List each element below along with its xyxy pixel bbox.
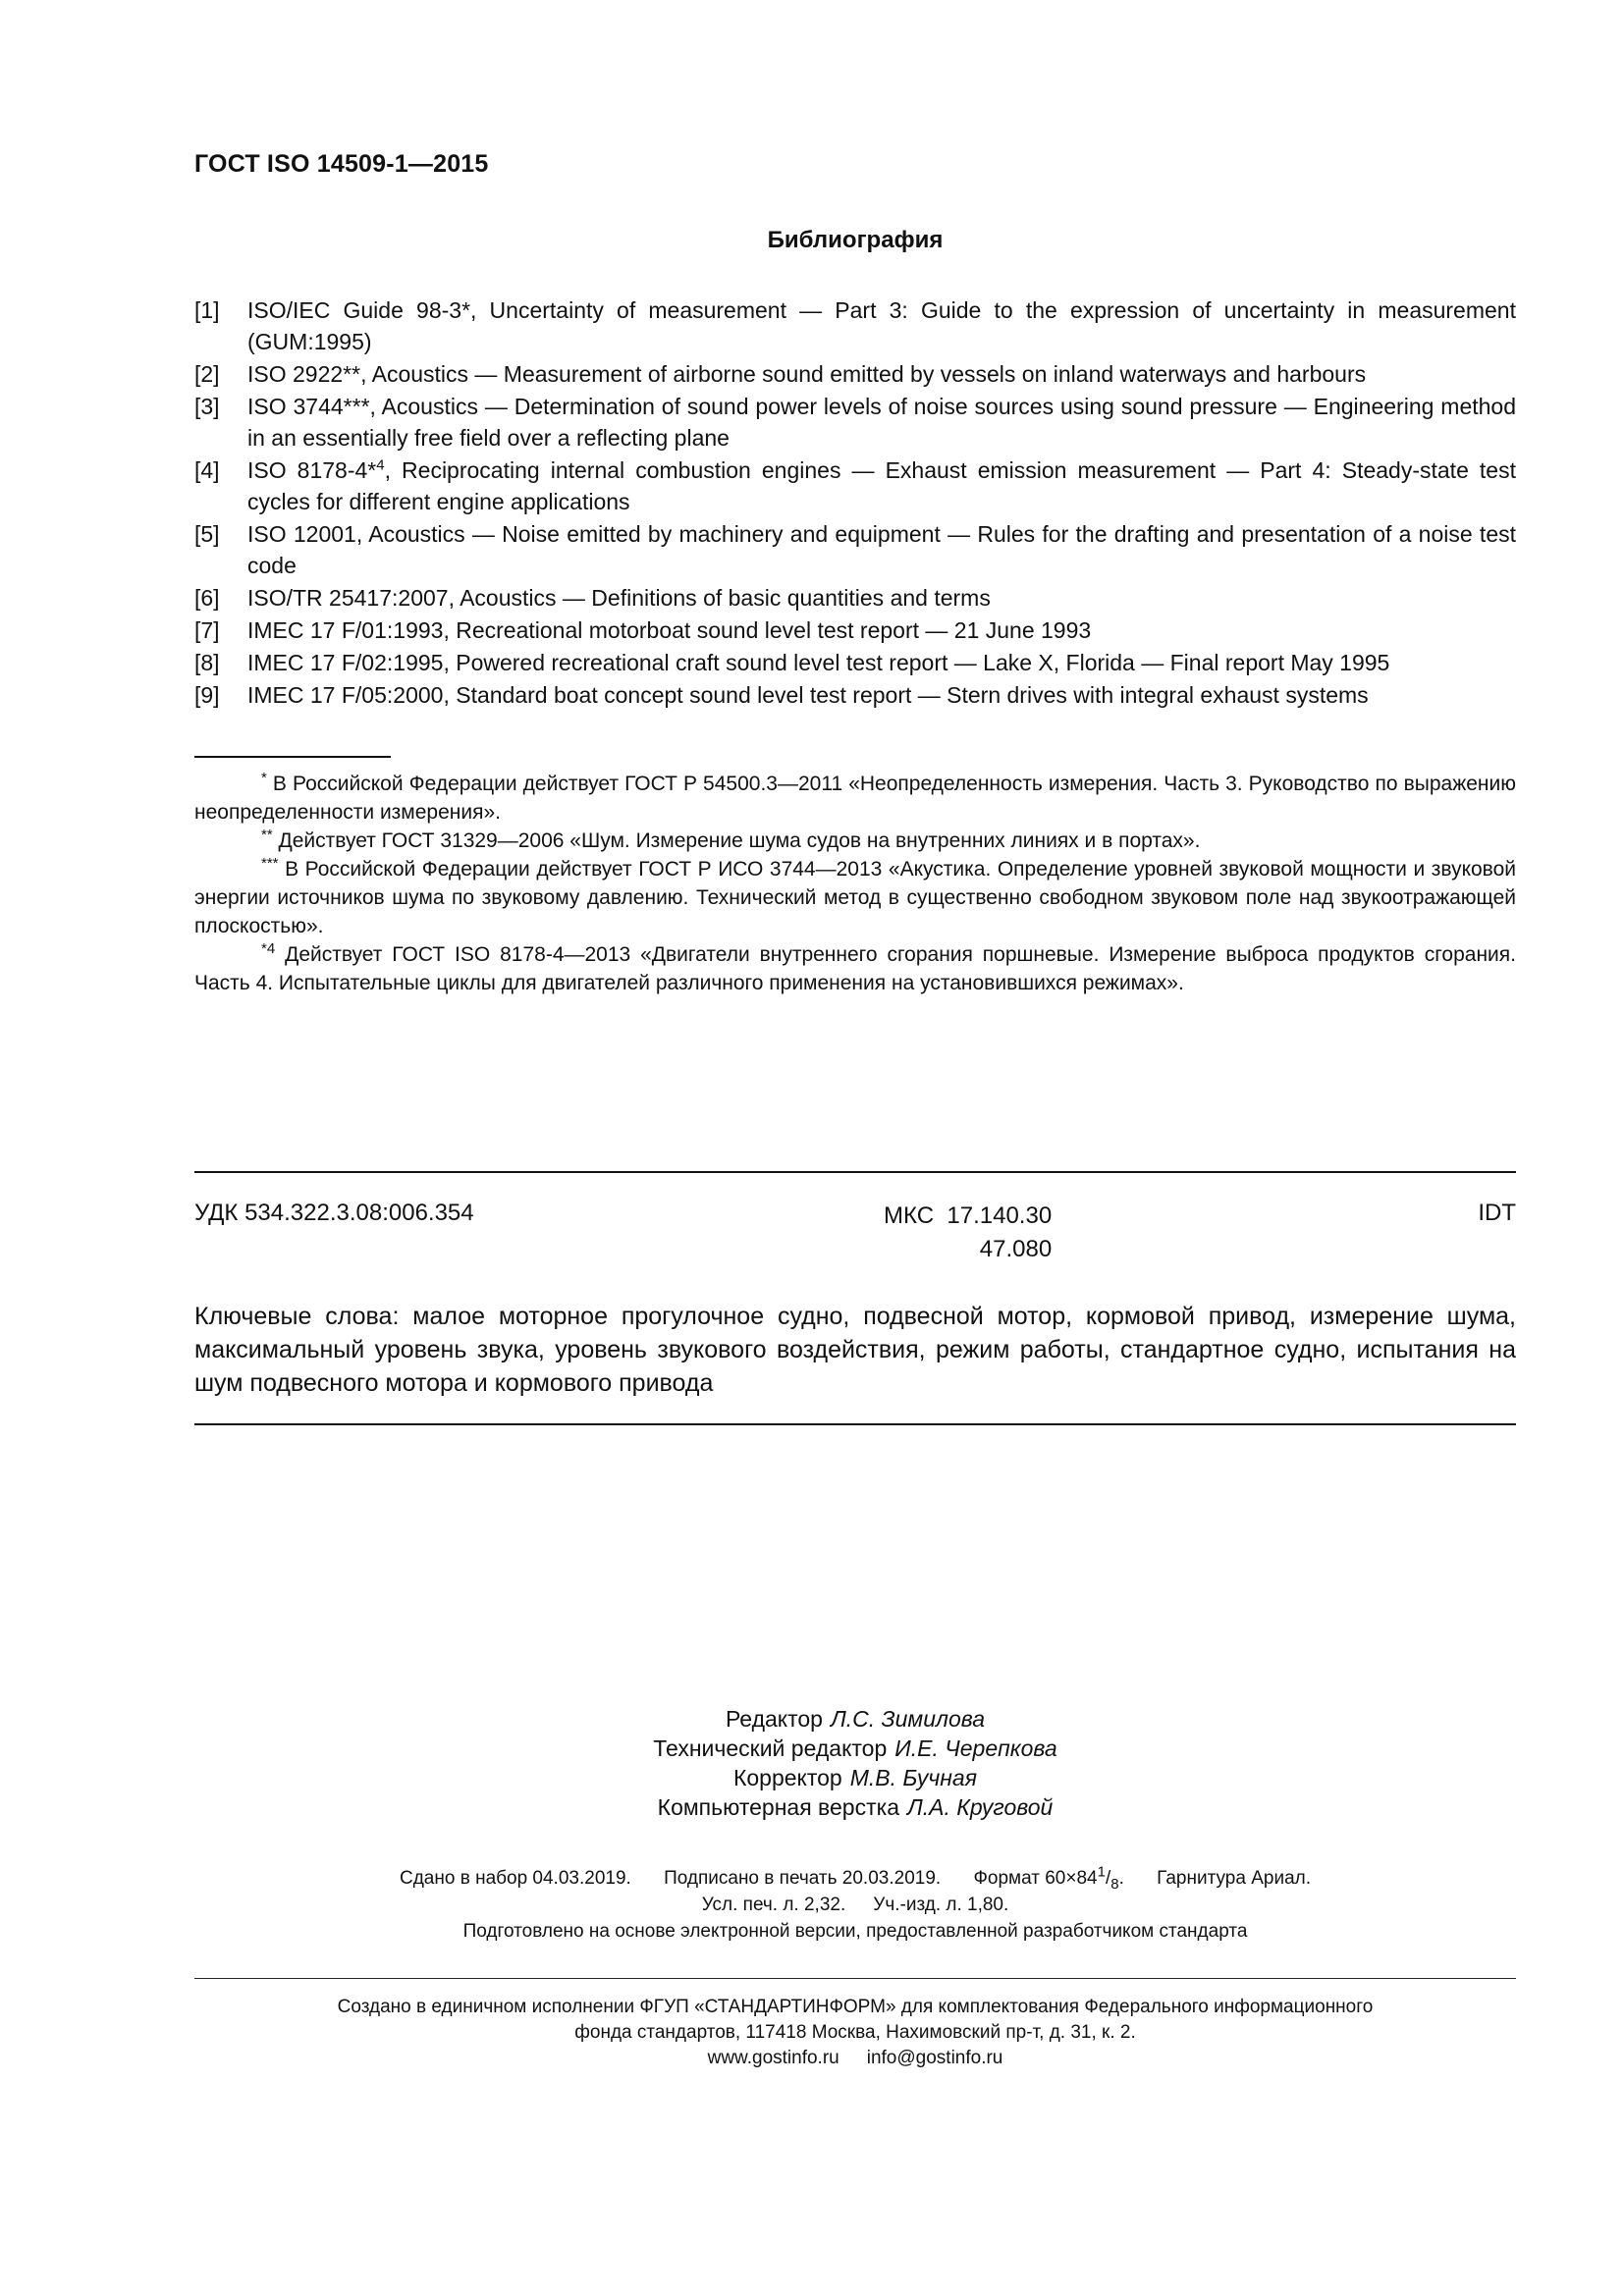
- ref-number: [2]: [194, 361, 220, 387]
- ref-text: IMEC 17 F/02:1995, Powered recreational craft sound level test report — Lake X, Florida — Final report May 1995: [247, 650, 1390, 675]
- footnote-mark: **: [261, 827, 273, 843]
- staff-line: Компьютерная верстка Л.А. Круговой: [657, 1794, 1054, 1820]
- ref-number: [1]: [194, 297, 220, 323]
- section-divider: [194, 1171, 1516, 1173]
- list-item: [194, 679, 1516, 711]
- publication-info: Сдано в набор 04.03.2019. Подписано в печать 20.03.2019. Формат $60\times 84^1/_8$. Гарнитура Ариал. Усл. печ. л. 2,32. Уч.-изд. л. 1,80. Подготовлено на основе электронной версии, предоставленной разработчиком стандарта: [399, 1863, 1312, 1942]
- list-item: [194, 647, 1516, 678]
- keywords-text: малое моторное прогулочное судно, подвесной мотор, кормовой привод, измерение шума, максимальный уровень звука, уровень звукового воздействия, режим работы, стандартное судно, испытания на шум подвесного мотора и кормового привода: [194, 1303, 1516, 1397]
- website-link[interactable]: www.gostinfo.ru: [707, 2048, 839, 2068]
- footnote: $^{*4}$ Действует ГОСТ ISO 8178-4—2013 «Двигатели внутреннего сгорания поршневые. Измерение выброса продуктов сгорания. Часть 4. Испытательные циклы для двигателей различного применения на установившихся режимах».: [194, 940, 1516, 994]
- keywords-label: Ключевые слова:: [194, 1303, 400, 1330]
- ref-number: [8]: [194, 650, 220, 675]
- ref-text: IMEC 17 F/05:2000, Standard boat concept sound level test report — Stern drives with integral exhaust systems: [247, 682, 1369, 708]
- staff-line: Корректор М.В. Бучная: [732, 1765, 978, 1790]
- keywords: [194, 1300, 1516, 1400]
- ref-number: [7]: [194, 617, 220, 643]
- ref-text: IMEC 17 F/01:1993, Recreational motorboat sound level test report — 21 June 1993: [247, 617, 1092, 643]
- keywords-divider: [194, 1423, 1516, 1425]
- list-item: [194, 614, 1516, 646]
- ref-number: [5]: [194, 521, 220, 547]
- footnote-mark: ***: [261, 855, 279, 872]
- email-link[interactable]: info@gostinfo.ru: [866, 2048, 1003, 2068]
- ref-text: ISO 2922**, Acoustics — Measurement of airborne sound emitted by vessels on inland waterways and harbours: [247, 361, 1367, 387]
- list-item: [194, 358, 1516, 390]
- publisher-divider: [194, 1978, 1516, 1979]
- staff-line: Технический редактор И.Е. Черепкова: [653, 1735, 1057, 1761]
- footnotes: [194, 770, 1516, 997]
- footnote: *** В Российской Федерации действует ГОСТ Р ИСО 3744—2013 «Акустика. Определение уровней звуковой мощности и звуковой энергии источников шума по звуковому давлению. Технический метод в существенно свободном звуковом поле над звукоотражающей плоскостью».: [194, 855, 1517, 937]
- ref-text: ISO/TR 25417:2007, Acoustics — Definitions of basic quantities and terms: [247, 585, 991, 611]
- list-item: [194, 454, 1516, 517]
- document-header: ГОСТ ISO 14509-1—2015: [194, 150, 489, 178]
- udc-code: УДК 534.322.3.08:006.354: [194, 1200, 474, 1226]
- ref-text: ISO 12001, Acoustics — Noise emitted by machinery and equipment — Rules for the drafting and presentation of a noise test code: [247, 521, 1516, 578]
- ref-number: [4]: [194, 457, 220, 483]
- ref-number: [3]: [194, 394, 220, 419]
- idt-mark: IDT: [1478, 1200, 1516, 1226]
- footnote: * В Российской Федерации действует ГОСТ Р 54500.3—2011 «Неопределенность измерения. Часть 3. Руководство по выражению неопределенности измерения».: [194, 770, 1516, 824]
- bibliography-title: Библиография: [767, 227, 944, 253]
- ref-text: ISO 8178-4*$^4$, Reciprocating internal combustion engines — Exhaust emission measurement — Part 4: Steady-state test cycles for different engine applications: [247, 456, 1516, 514]
- footnote: ** Действует ГОСТ 31329—2006 «Шум. Измерение шума судов на внутренних линиях и в портах».: [261, 827, 1201, 852]
- ref-number: [9]: [194, 682, 220, 708]
- bibliography-list: [194, 294, 1516, 712]
- staff-credits: [194, 1704, 1516, 1822]
- publisher-info: Создано в единичном исполнении ФГУП «СТАНДАРТИНФОРМ» для комплектования Федерального информационного фонда стандартов, 117418 Москва, Нахимовский пр-т, д. 31, к. 2. www.gostinfo.ru info@gostinfo.ru: [337, 1997, 1374, 2068]
- list-item: [194, 294, 1516, 357]
- ref-number: [6]: [194, 585, 220, 611]
- ref-text: ISO 3744***, Acoustics — Determination of sound power levels of noise sources using sound pressure — Engineering method in an essentially free field over a reflecting plane: [247, 394, 1516, 451]
- footnote-mark: *4: [261, 940, 276, 957]
- footnote-mark: *: [261, 770, 267, 786]
- mks-code: МКС 17.140.30 47.080: [884, 1202, 1053, 1262]
- staff-line: Редактор Л.С. Зимилова: [725, 1706, 986, 1732]
- ref-text: ISO/IEC Guide 98-3*, Uncertainty of measurement — Part 3: Guide to the expression of uncertainty in measurement (GUM:1995): [247, 297, 1516, 354]
- list-item: [194, 391, 1516, 454]
- footnote-divider: [194, 756, 391, 758]
- list-item: [194, 518, 1516, 581]
- list-item: [194, 582, 1516, 614]
